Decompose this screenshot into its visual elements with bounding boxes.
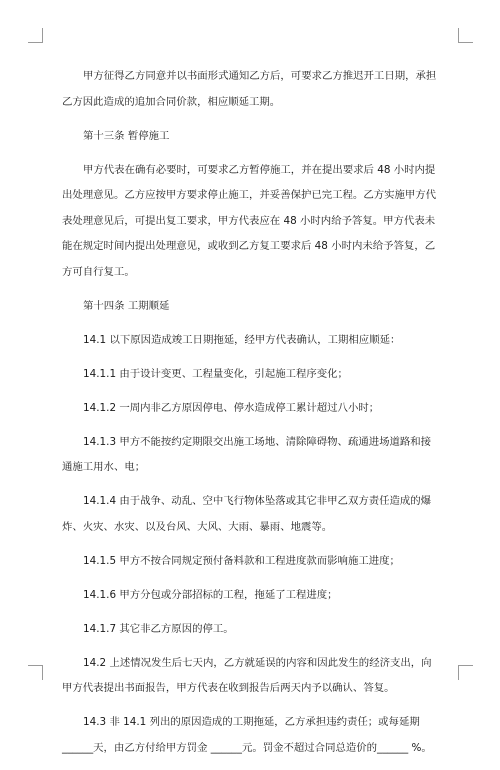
paragraph-suspension: 甲方代表在确有必要时，可要求乙方暂停施工，并在提出要求后 48 小时内提出处理意见。乙方应按甲方要求停止施工，并妥善保护已完工程。乙方实施甲方代表处理意见后，可提出复工要求，甲方代表应在 48 小时内给予答复。甲方代表未能在规定时间内提出处理意见，或收到乙方复工要求后 48 小时内未给予答复，乙方可自行复工。	[62, 163, 437, 278]
clause-14-3: 14.3 非 14.1 列出的原因造成的工期拖延，乙方承担违约责任；或每延期 ______天，由乙方付给甲方罚金 ______元。罚金不超过合同总造价的______ %。	[62, 716, 432, 754]
clause-14-1-1: 14.1.1 由于设计变更、工程量变化，引起施工程序变化；	[83, 367, 348, 380]
heading-article-13: 第十三条 暂停施工	[83, 129, 170, 142]
clause-14-1-5: 14.1.5 甲方不按合同规定预付备料款和工程进度款而影响施工进度；	[83, 554, 400, 567]
clause-14-1-2: 14.1.2 一周内非乙方原因停电、停水造成停工累计超过八小时；	[83, 401, 380, 414]
crop-mark-top-right	[458, 28, 473, 43]
paragraph-postpone-start: 甲方征得乙方同意并以书面形式通知乙方后，可要求乙方推迟开工日期，承担乙方因此造成的追加合同价款，相应顺延工期。	[62, 70, 437, 108]
clause-14-1: 14.1 以下原因造成竣工日期拖延，经甲方代表确认，工期相应顺延：	[83, 333, 401, 346]
clause-14-1-4: 14.1.4 由于战争、动乱、空中飞行物体坠落或其它非甲乙双方责任造成的爆炸、火灾、水灾、以及台风、大风、大雨、暴雨、地震等。	[62, 495, 432, 533]
crop-mark-top-left	[28, 28, 43, 43]
clause-14-1-7: 14.1.7 其它非乙方原因的停工。	[83, 622, 234, 635]
crop-mark-bottom-left	[28, 665, 43, 680]
clause-14-2: 14.2 上述情况发生后七天内，乙方就延误的内容和因此发生的经济支出，向甲方代表提出书面报告，甲方代表在收到报告后两天内予以确认、答复。	[62, 656, 432, 694]
clause-14-1-3: 14.1.3 甲方不能按约定期限交出施工场地、清除障碍物、疏通进场道路和接通施工用水、电；	[62, 435, 432, 473]
document-body	[62, 64, 440, 770]
clause-14-1-6: 14.1.6 甲方分包或分部招标的工程，拖延了工程进度；	[83, 588, 338, 601]
heading-article-14: 第十四条 工期顺延	[83, 299, 170, 312]
crop-mark-bottom-right	[458, 665, 473, 680]
